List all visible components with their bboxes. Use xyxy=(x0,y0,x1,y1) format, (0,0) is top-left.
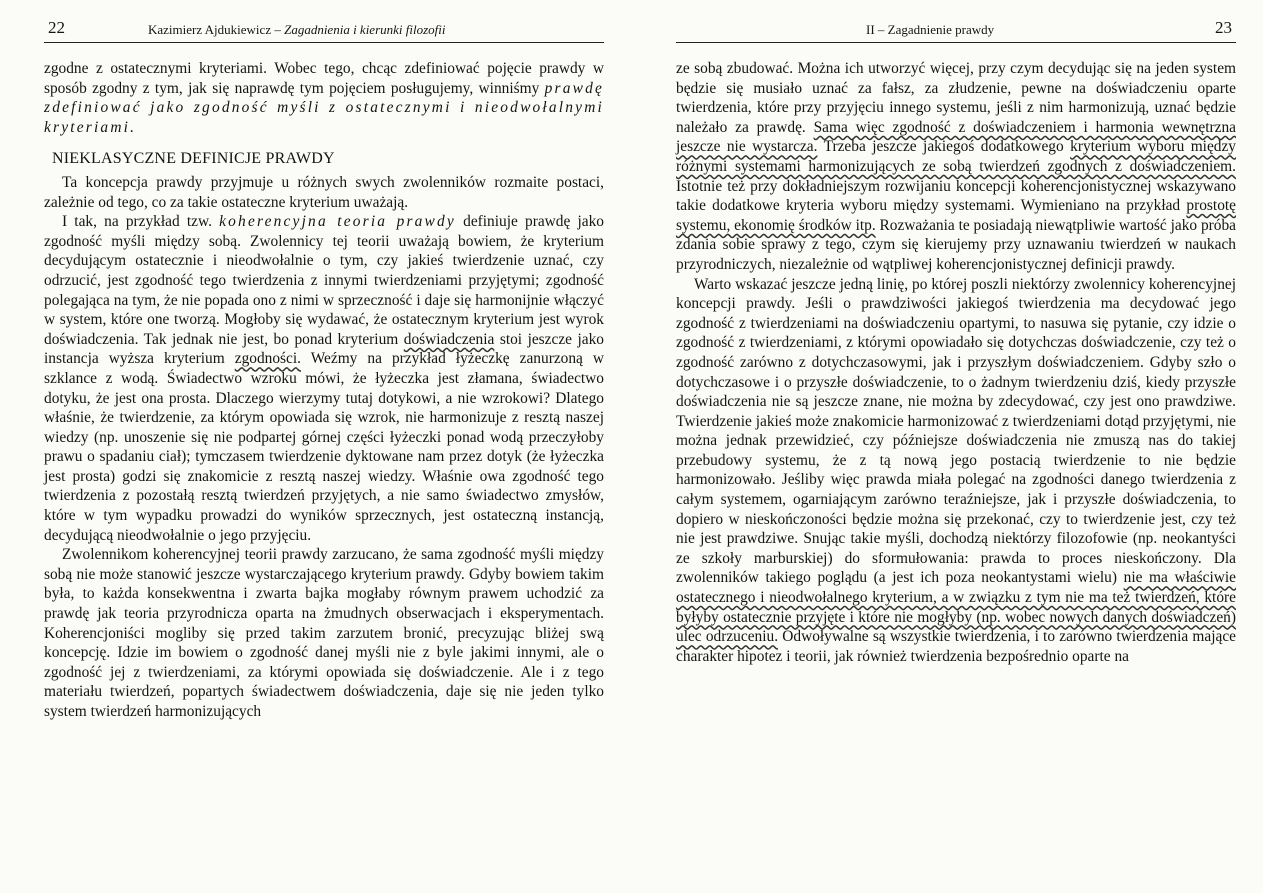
left-page-header xyxy=(44,16,604,43)
handwritten-underline: Sama więc zgodność z doświadczeniem i harmonia wewnętrzna jeszcze nie wystarcza. xyxy=(676,118,1236,156)
running-head: II – Zagadnienie prawdy xyxy=(866,22,995,37)
left-page-body xyxy=(44,59,604,722)
right-page-header xyxy=(676,16,1236,43)
paragraph: Zwolennikom koherencyjnej teorii prawdy zarzucano, że sama zgodność myśli między sobą nie może stanowić jeszcze wystarczającego kryterium prawdy. Gdyby bowiem takim była, to każda konsekwentna i zwarta bajka mogłaby równym prawem uchodzić za prawdę jak teoria przyrodnicza oparta na żmudnych obserwacjach i eksperymentach. Koherencjoniści mogliby się przed takim zarzutem bronić, precyzując bliżej swą koncepcję. Idzie im bowiem o zgodność danej myśli nie z byle jakimi innymi, ale o zgodność jej z twierdzeniami, za którymi opowiada się doświadczenie. Ale i z tego materiału twierdzeń, popartych świadectwem doświadczenia, daje się nie jeden tylko system twierdzeń harmonizujących xyxy=(44,546,604,720)
paragraph: Ta koncepcja prawdy przyjmuje u różnych swych zwolenników rozmaite postaci, zależnie od tego, co za takie ostateczne kryterium uważają. xyxy=(44,173,604,211)
paragraph xyxy=(676,59,1236,275)
running-head-title: Zagadnienia i kierunki filozofii xyxy=(284,22,446,37)
paragraph xyxy=(44,59,604,137)
emphasized-text: koherencyjna teoria prawdy xyxy=(219,213,456,231)
handwritten-underline: nie ma właściwie ostatecznego i nieodwołalnego kryterium, a w związku z tym nie ma też twierdzeń, które byłyby ostatecznie przyjęte i które nie mogłyby (np. wobec nowych danych doświadczeń) ulec odrzuceniu. xyxy=(676,569,1237,646)
text-run: ze sobą zbudować. Można ich utworzyć więcej, przy czym decydując się na jeden system będzie się musiało uznać za fałsz, za złudzenie, pewne na doświadczeniu oparte twierdzenia, które przy przyjęciu innego systemu, jeśli z nim harmonizują, uznać będzie należało za prawdę. xyxy=(676,60,1236,136)
running-head xyxy=(148,22,446,38)
text-run: definiuje prawdę jako zgodność myśli między sobą. Zwolennicy tej teorii uważają bowiem, że kryterium decydującym ostatecznie i nieodwołalnie o tym, czy jakieś twierdzenie uznać, czy odrzucić, jest zgodność tego twierdzenia z innymi twierdzeniami przyjętymi; zgodność polegająca na tym, że nie popada ono z nimi w sprzeczność i daje się harmonijnie włączyć w system, które one tworzą. Mogłoby się wydawać, że ostatecznym kryterium jest wyrok doświadczenia. Tak jednak nie jest, bo ponad kryterium xyxy=(44,213,604,348)
text-run: Rozważania te posiadają niewątpliwie wartość jako próba zdania sobie sprawy z tego, czym się kierujemy przy uznawaniu twierdzeń w naukach przyrodniczych, niezależnie od wątpliwej koherencjonistycznej definicji prawdy. xyxy=(676,216,1236,273)
paragraph xyxy=(44,212,604,545)
handwritten-underline: doświadczenia xyxy=(403,330,495,348)
page-number: 22 xyxy=(48,18,65,37)
text-run: Odwoływalne są wszystkie twierdzenia, i to zarówno twierdzenia mające charakter hipotez i teorii, jak również twierdzenia bezpośrednio oparte na xyxy=(676,628,1236,665)
handwritten-underline: prostotę systemu, ekonomię środków itp. xyxy=(676,197,1236,234)
page-number: 23 xyxy=(1215,18,1232,37)
emphasized-text: prawdę zdefiniować jako zgodność myśli z ostatecznymi i nieodwołalnymi kryteriami. xyxy=(44,79,604,136)
text-run: zgodne z ostatecznymi kryteriami. Wobec tego, chcąc zdefiniować pojęcie prawdy w sposób zgodny z tym, jak się naprawdę tym pojęciem posługujemy, winniśmy xyxy=(44,60,604,97)
text-run: I tak, na przykład tzw. xyxy=(62,213,220,231)
handwritten-underline: zgodności. xyxy=(234,350,302,368)
running-head-author: Kazimierz Ajdukiewicz – xyxy=(148,22,285,37)
paragraph xyxy=(676,275,1236,667)
right-page xyxy=(676,0,1236,893)
left-page xyxy=(44,0,604,893)
text-run: Istotnie też przy dokładniejszym rozwijaniu koncepcji koherencjonistycznej wskazywano takie dodatkowe kryteria wyboru między systemami. Wymieniano na przykład xyxy=(676,177,1236,215)
text-run: Trzeba jeszcze jakiegoś dodatkowego xyxy=(817,138,1071,156)
section-heading: NIEKLASYCZNE DEFINICJE PRAWDY xyxy=(52,150,335,168)
text-run: Weźmy na przykład łyżeczkę zanurzoną w szklance z wodą. Świadectwo wzroku mówi, że łyżeczka jest złamana, świadectwo dotyku, że jest ona prosta. Dlaczego wierzymy tutaj dotykowi, a nie wzrokowi? Dlatego właśnie, że twierdzenie, za którym opowiada się wzrok, nie harmonizuje z resztą naszej wiedzy (np. unoszenie się nie podpartej górnej części łyżeczki ponad wodą przeczyłoby prawu o spadaniu ciał); tymczasem twierdzenie dyktowane nam przez dotyk (że łyżeczka jest prosta) godzi się znakomicie z resztą naszej wiedzy. Właśnie owa zgodność tego twierdzenia z pozostałą resztą twierdzeń przyjętych, a nie samo świadectwo zmysłów, które w tym wypadku prowadzi do wyników sprzecznych, jest ostateczną instancją, decydującą nieodwołalnie o jego przyjęciu. xyxy=(44,350,605,544)
handwritten-underline: kryterium wyboru między różnymi systemami harmonizujących ze sobą twierdzeń zgodnych z doświadczeniem. xyxy=(676,138,1236,175)
text-run: Warto wskazać jeszcze jedną linię, po której poszli niektórzy zwolennicy koherencyjnej koncepcji prawdy. Jeśli o prawdziwości jakiegoś twierdzenia ma decydować jego zgodność z twierdzeniami na doświadczeniu opartymi, to nasuwa się pytanie, czy idzie o zgodność z twierdzeniami, z którymi opowiadało się dotychczas doświadczenie, czy też o zgodność zarówno z dotychczasowymi, jak i przyszłym doświadczeniem. Gdyby szło o dotychczasowe i o przyszłe doświadczenie, to o żadnym twierdzeniu dziś, kiedy przyszłe doświadczenia nie są jeszcze znane, nie można by zdecydować, czy jest ono prawdziwe. Twierdzenie jakieś może znakomicie harmonizować z twierdzeniami dotąd przyjętymi, nie można jednak przewidzieć, czy późniejsze doświadczenia nie zmuszą nas do takiej przebudowy systemu, że z tą nową jego postacią twierdzenie to nie będzie harmonizowało. Jeśliby więc prawda miała polegać na zgodności danego twierdzenia z całym systemem, ogarniającym zarówno teraźniejsze, jak i przyszłe doświadczenia, to dopiero w nieskończoności będzie można się przekonać, czy to twierdzenie jest, czy też nie jest prawdziwe. Snując takie myśli, dochodzą niektórzy filozofowie (np. neokantyści ze szkoły marburskiej) do sformułowania: prawda to proces nieskończony. Dla zwolenników takiego poglądu (a jest ich poza neokantystami wielu) xyxy=(676,275,1236,587)
text-run: stoi jeszcze jako instancja wyższa kryterium xyxy=(44,330,604,368)
right-page-body xyxy=(676,59,1236,666)
